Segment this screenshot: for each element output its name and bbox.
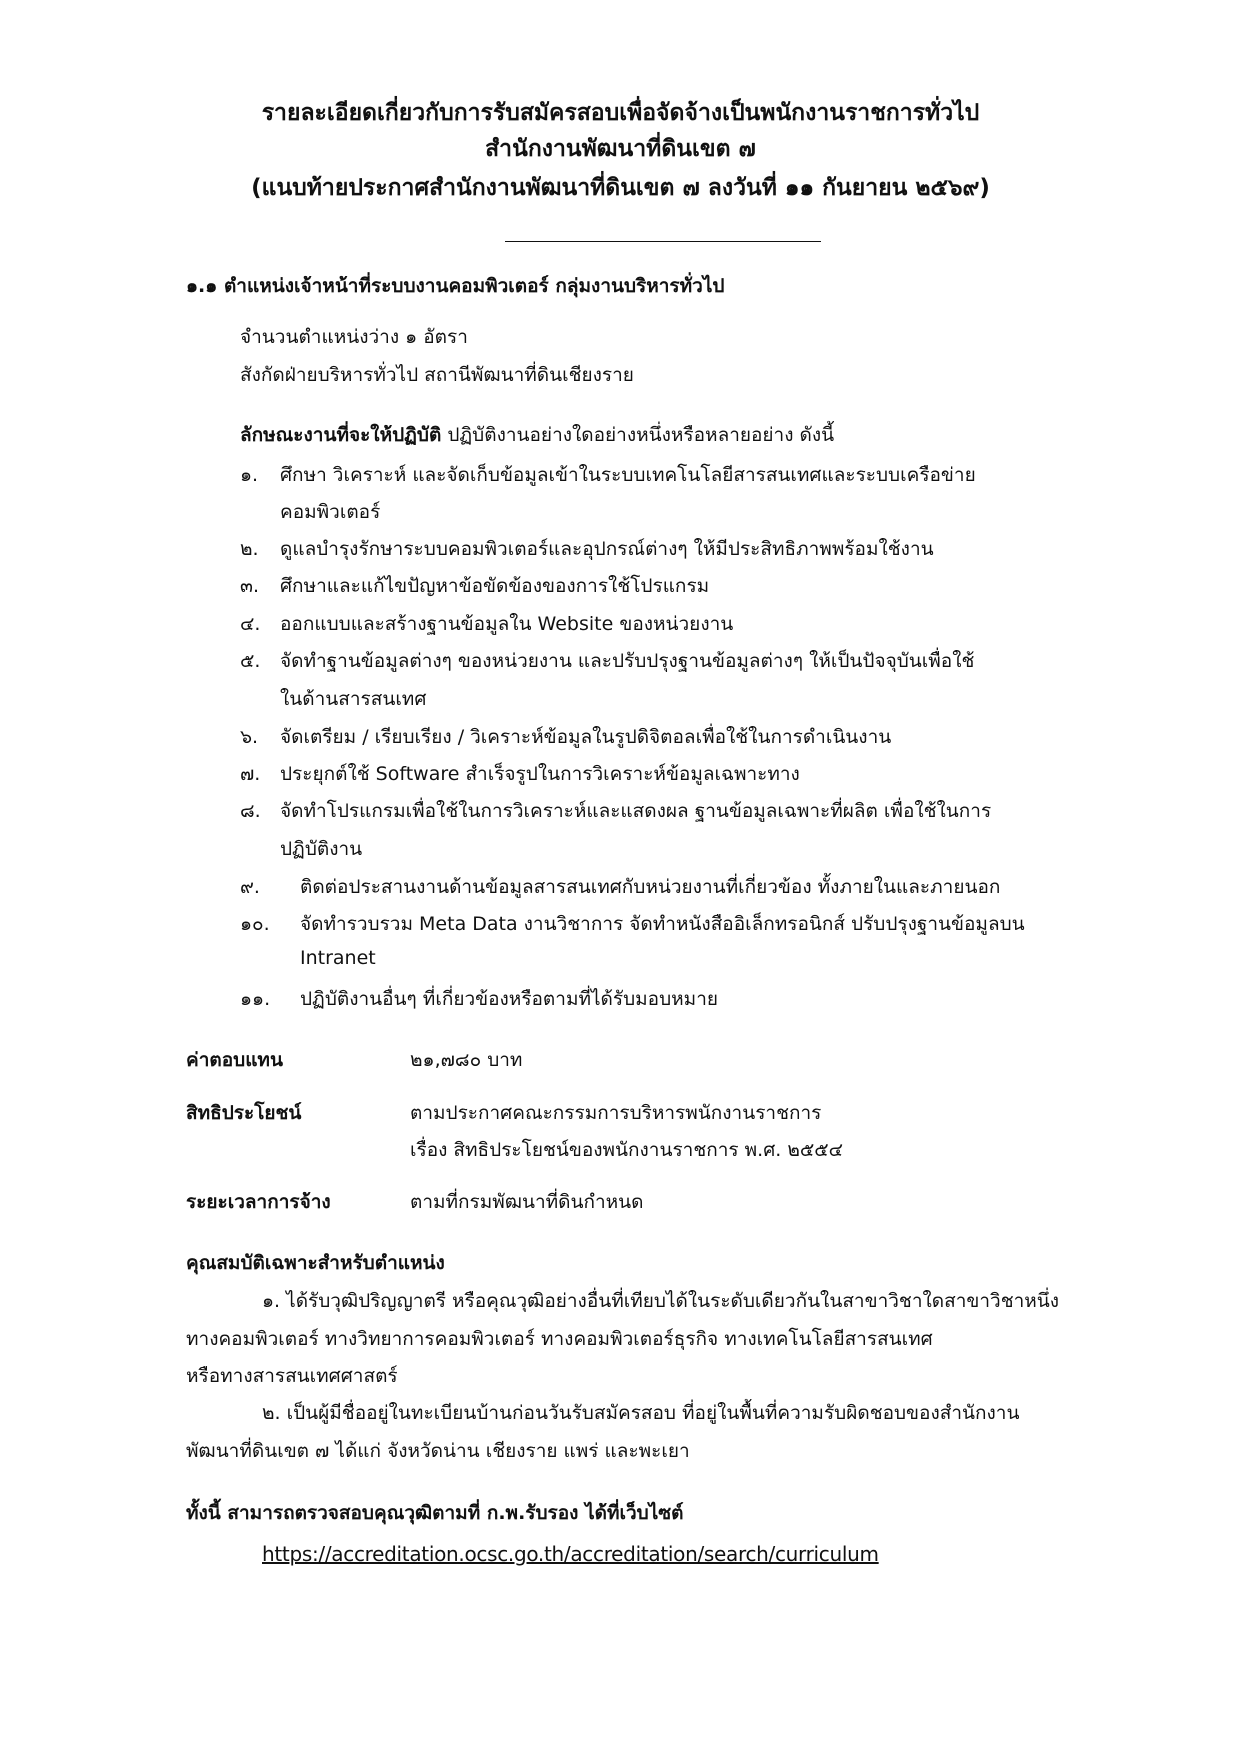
duty-item-5-num: ๕. xyxy=(240,650,261,672)
duty-item-8-text: จัดทำโปรแกรมเพื่อใช้ในการวิเคราะห์และแสดงผล ฐานข้อมูลเฉพาะที่ผลิต เพื่อใช้ในการ xyxy=(280,800,992,822)
duty-item-1-text: ศึกษา วิเคราะห์ และจัดเก็บข้อมูลเข้าในระบบเทคโนโลยีสารสนเทศและระบบเครือข่าย xyxy=(280,464,976,486)
duty-item-10-text-cont: Intranet xyxy=(300,947,376,969)
duty-item-5-text-cont: ในด้านสารสนเทศ xyxy=(280,688,427,710)
duties-heading: ลักษณะงานที่จะให้ปฏิบัติ xyxy=(240,424,442,446)
duty-item-8-num: ๘. xyxy=(240,800,261,822)
duty-item-7-num: ๗. xyxy=(240,763,261,785)
duty-item-8-text-cont: ปฏิบัติงาน xyxy=(280,838,363,860)
duty-item-1-num: ๑. xyxy=(240,464,259,486)
position-title: ๑.๑ ตำแหน่งเจ้าหน้าที่ระบบงานคอมพิวเตอร์ กลุ่มงานบริหารทั่วไป xyxy=(186,275,725,297)
qualification-1-line-2: ทางคอมพิวเตอร์ ทางวิทยาการคอมพิวเตอร์ ทางคอมพิวเตอร์ธุรกิจ ทางเทคโนโลยีสารสนเทศ xyxy=(186,1328,933,1350)
duty-item-10-text: จัดทำรวบรวม Meta Data งานวิชาการ จัดทำหนังสืออิเล็กทรอนิกส์ ปรับปรุงฐานข้อมูลบน xyxy=(300,913,1025,935)
duties-intro-text: ปฏิบัติงานอย่างใดอย่างหนึ่งหรือหลายอย่าง ดังนี้ xyxy=(441,424,835,446)
employment-duration-value: ตามที่กรมพัฒนาที่ดินกำหนด xyxy=(410,1191,644,1213)
compensation-value: ๒๑,๗๘๐ บาท xyxy=(410,1049,523,1071)
accreditation-link[interactable]: https://accreditation.ocsc.go.th/accreditation/search/curriculum xyxy=(262,1542,879,1566)
vacancy-count: จำนวนตำแหน่งว่าง ๑ อัตรา xyxy=(240,326,468,348)
duty-item-10-num: ๑๐. xyxy=(240,913,270,935)
qualifications-heading: คุณสมบัติเฉพาะสำหรับตำแหน่ง xyxy=(186,1252,445,1274)
duty-item-9-text: ติดต่อประสานงานด้านข้อมูลสารสนเทศกับหน่วยงานที่เกี่ยวข้อง ทั้งภายในและภายนอก xyxy=(300,876,1001,898)
duty-item-6-text: จัดเตรียม / เรียบเรียง / วิเคราะห์ข้อมูลในรูปดิจิตอลเพื่อใช้ในการดำเนินงาน xyxy=(280,726,892,748)
duty-item-4-num: ๔. xyxy=(240,613,261,635)
duty-item-6-num: ๖. xyxy=(240,726,259,748)
qualification-1-line-3: หรือทางสารสนเทศศาสตร์ xyxy=(186,1365,398,1387)
verification-note: ทั้งนี้ สามารถตรวจสอบคุณวุฒิตามที่ ก.พ.รับรอง ได้ที่เว็บไซต์ xyxy=(186,1502,684,1524)
office-name: สำนักงานพัฒนาที่ดินเขต ๗ xyxy=(485,136,756,162)
duty-item-2-text: ดูแลบำรุงรักษาระบบคอมพิวเตอร์และอุปกรณ์ต่างๆ ให้มีประสิทธิภาพพร้อมใช้งาน xyxy=(280,538,934,560)
document-title: รายละเอียดเกี่ยวกับการรับสมัครสอบเพื่อจัดจ้างเป็นพนักงานราชการทั่วไป xyxy=(261,100,980,126)
employment-duration-label: ระยะเวลาการจ้าง xyxy=(186,1191,331,1213)
qualification-2-line-2: พัฒนาที่ดินเขต ๗ ได้แก่ จังหวัดน่าน เชียงราย แพร่ และพะเยา xyxy=(186,1440,690,1462)
benefits-label: สิทธิประโยชน์ xyxy=(186,1102,302,1124)
duty-item-11-num: ๑๑. xyxy=(240,988,271,1010)
qualification-2-line-1: ๒. เป็นผู้มีชื่ออยู่ในทะเบียนบ้านก่อนวันรับสมัครสอบ ที่อยู่ในพื้นที่ความรับผิดชอบของสำนักงาน xyxy=(262,1402,1020,1424)
duty-item-3-text: ศึกษาและแก้ไขปัญหาข้อขัดข้องของการใช้โปรแกรม xyxy=(280,575,710,597)
duty-item-1-text-cont: คอมพิวเตอร์ xyxy=(280,501,381,523)
duty-item-7-text: ประยุกต์ใช้ Software สำเร็จรูปในการวิเคราะห์ข้อมูลเฉพาะทาง xyxy=(280,763,800,785)
position-affiliation: สังกัดฝ่ายบริหารทั่วไป สถานีพัฒนาที่ดินเชียงราย xyxy=(240,364,634,386)
benefits-line-1: ตามประกาศคณะกรรมการบริหารพนักงานราชการ xyxy=(410,1102,822,1124)
compensation-label: ค่าตอบแทน xyxy=(186,1049,283,1071)
qualification-1-line-1: ๑. ได้รับวุฒิปริญญาตรี หรือคุณวุฒิอย่างอื่นที่เทียบได้ในระดับเดียวกันในสาขาวิชาใดสาขาวิชาหนึ่ง xyxy=(262,1290,1060,1312)
duty-item-4-text: ออกแบบและสร้างฐานข้อมูลใน Website ของหน่วยงาน xyxy=(280,613,734,635)
duty-item-9-num: ๙. xyxy=(240,876,260,898)
duty-item-11-text: ปฏิบัติงานอื่นๆ ที่เกี่ยวข้องหรือตามที่ได้รับมอบหมาย xyxy=(300,988,718,1010)
header-divider xyxy=(505,241,821,242)
announcement-reference: (แนบท้ายประกาศสำนักงานพัฒนาที่ดินเขต ๗ ลงวันที่ ๑๑ กันยายน ๒๕๖๙) xyxy=(251,175,990,201)
benefits-line-2: เรื่อง สิทธิประโยชน์ของพนักงานราชการ พ.ศ. ๒๕๕๔ xyxy=(410,1139,844,1161)
duty-item-2-num: ๒. xyxy=(240,538,259,560)
duties-intro xyxy=(240,420,834,450)
duty-item-5-text: จัดทำฐานข้อมูลต่างๆ ของหน่วยงาน และปรับปรุงฐานข้อมูลต่างๆ ให้เป็นปัจจุบันเพื่อใช้ xyxy=(280,650,975,672)
duty-item-3-num: ๓. xyxy=(240,575,260,597)
